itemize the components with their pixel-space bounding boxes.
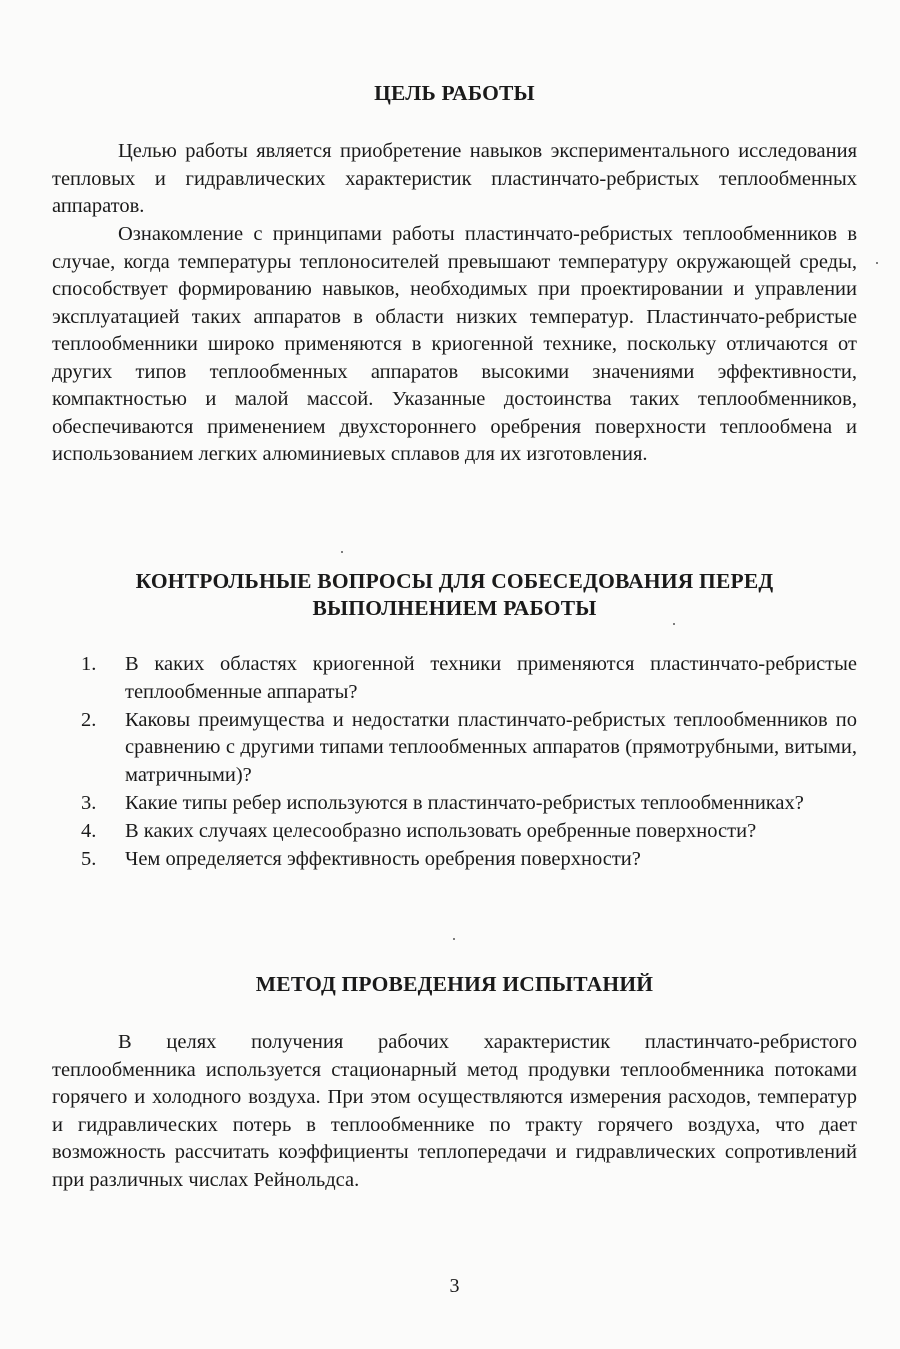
question-item xyxy=(52,790,857,818)
question-item xyxy=(52,651,857,706)
questions-title-line-1: КОНТРОЛЬНЫЕ ВОПРОСЫ ДЛЯ СОБЕСЕДОВАНИЯ ПЕРЕД xyxy=(135,569,774,593)
page-number: 3 xyxy=(449,1275,460,1297)
questions-title-line-2: ВЫПОЛНЕНИЕМ РАБОТЫ xyxy=(312,596,597,620)
question-text: В каких областях криогенной техники применяются пластинчато-ребристые теплообменные аппараты? xyxy=(125,653,857,703)
section-title-questions xyxy=(52,568,857,622)
section-title-goal: ЦЕЛЬ РАБОТЫ xyxy=(374,81,535,105)
scan-speck xyxy=(453,938,455,940)
questions-list xyxy=(52,651,857,873)
question-item xyxy=(52,846,857,874)
question-number: 3. xyxy=(81,791,97,814)
method-paragraph: В целях получения рабочих характеристик пластинчато-ребристого теплообменника используется стационарный метод продувки теплообменника потоками горячего и холодного воздуха. При этом осуществляются измерения расходов, температур и гидравлических потерь в теплообменнике по тракту горячего воздуха, что дает возможность рассчитать коэффициенты теплопередачи и гидравлических сопротивлений при различных числах Рейнольдса. xyxy=(52,1031,857,1191)
question-text: В каких случаях целесообразно использовать оребренные поверхности? xyxy=(125,819,757,842)
questions-list-container xyxy=(52,651,857,874)
question-number: 1. xyxy=(81,653,97,675)
question-text: Чем определяется эффективность оребрения поверхности? xyxy=(125,847,641,870)
question-number: 4. xyxy=(81,819,97,842)
goal-paragraph-1: Целью работы является приобретение навыков экспериментального исследования тепловых и гидравлических характеристик пластинчато-ребристых теплообменных аппаратов. xyxy=(52,140,857,217)
question-number: 2. xyxy=(81,708,97,731)
scan-speck xyxy=(876,262,878,264)
scan-speck xyxy=(341,551,343,553)
section-title-method: МЕТОД ПРОВЕДЕНИЯ ИСПЫТАНИЙ xyxy=(255,972,654,996)
scan-speck xyxy=(673,623,675,625)
goal-paragraph-2: Ознакомление с принципами работы пластинчато-ребристых теплообменников в случае, когда температуры теплоносителей превышают температуру окружающей среды, способствует формированию навыков, необходимых при проектировании и управлении эксплуатацией таких аппаратов в области низких температур. Пластинчато-ребристые теплообменники широко применяются в криогенной технике, поскольку отличаются от других типов теплообменных аппаратов высокими значениями эффективности, компактностью и малой массой. Указанные достоинства таких теплообменников, обеспечиваются применением двухстороннего оребрения поверхности теплообмена и использованием легких алюминиевых сплавов для их изготовления. xyxy=(52,223,857,465)
question-number: 5. xyxy=(81,847,97,870)
question-item xyxy=(52,818,857,846)
question-text: Каковы преимущества и недостатки пластинчато-ребристых теплообменников по сравнению с другими типами теплообменных аппаратов (прямотрубными, витыми, матричными)? xyxy=(125,708,857,786)
question-item xyxy=(52,707,857,790)
question-text: Какие типы ребер используются в пластинчато-ребристых теплообменниках? xyxy=(125,791,804,814)
